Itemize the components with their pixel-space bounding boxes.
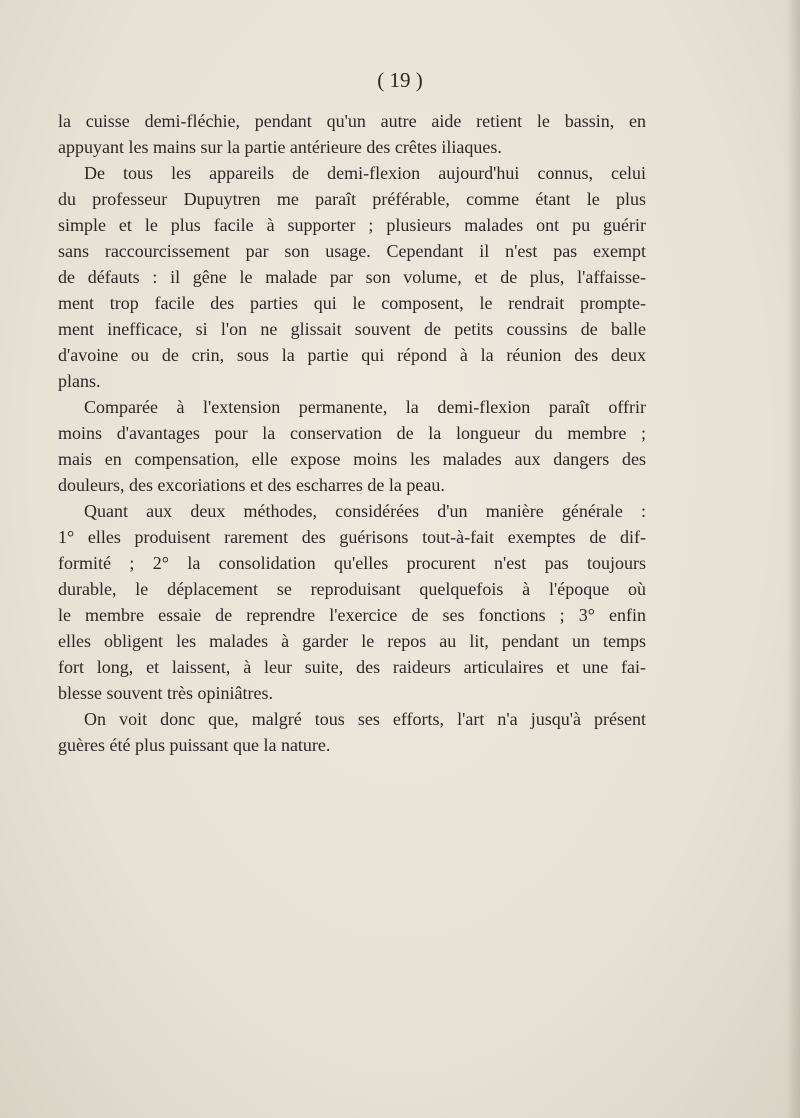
- text-line: d'avoine ou de crin, sous la partie qui répond à la réunion des deux: [58, 345, 646, 365]
- text-line: blesse souvent très opiniâtres.: [58, 683, 273, 703]
- text-line: formité ; 2° la consolidation qu'elles procurent n'est pas toujours: [58, 553, 646, 573]
- page-number: ( 19 ): [377, 68, 423, 92]
- text-line: le membre essaie de reprendre l'exercice de ses fonctions ; 3° enfin: [58, 605, 646, 625]
- text-line: On voit donc que, malgré tous ses efforts, l'art n'a jusqu'à présent: [84, 709, 646, 729]
- text-line: durable, le déplacement se reproduisant quelquefois à l'époque où: [58, 579, 646, 599]
- text-line: la cuisse demi-fléchie, pendant qu'un autre aide retient le bassin, en: [58, 111, 646, 131]
- text-line: Comparée à l'extension permanente, la demi-flexion paraît offrir: [84, 397, 646, 417]
- text-line: plans.: [58, 371, 101, 391]
- text-line: guères été plus puissant que la nature.: [58, 735, 331, 755]
- text-line: douleurs, des excoriations et des escharres de la peau.: [58, 475, 445, 495]
- text-line: ment trop facile des parties qui le composent, le rendrait prompte-: [58, 293, 646, 313]
- text-line: Quant aux deux méthodes, considérées d'un manière générale :: [84, 501, 646, 521]
- text-line: simple et le plus facile à supporter ; plusieurs malades ont pu guérir: [58, 215, 646, 235]
- text-line: mais en compensation, elle expose moins les malades aux dangers des: [58, 449, 646, 469]
- text-line: De tous les appareils de demi-flexion aujourd'hui connus, celui: [84, 163, 646, 183]
- body-text: [58, 108, 646, 758]
- text-line: appuyant les mains sur la partie antérieure des crêtes iliaques.: [58, 137, 502, 157]
- page-edge-shadow: [786, 0, 800, 1118]
- text-line: ment inefficace, si l'on ne glissait souvent de petits coussins de balle: [58, 319, 646, 339]
- text-line: elles obligent les malades à garder le repos au lit, pendant un temps: [58, 631, 646, 651]
- text-line: fort long, et laissent, à leur suite, des raideurs articulaires et une fai-: [58, 657, 646, 677]
- text-line: du professeur Dupuytren me paraît préférable, comme étant le plus: [58, 189, 646, 209]
- text-line: moins d'avantages pour la conservation de la longueur du membre ;: [58, 423, 646, 443]
- text-line: sans raccourcissement par son usage. Cependant il n'est pas exempt: [58, 241, 646, 261]
- text-line: 1° elles produisent rarement des guérisons tout-à-fait exemptes de dif-: [58, 527, 646, 547]
- text-line: de défauts : il gêne le malade par son volume, et de plus, l'affaisse-: [58, 267, 646, 287]
